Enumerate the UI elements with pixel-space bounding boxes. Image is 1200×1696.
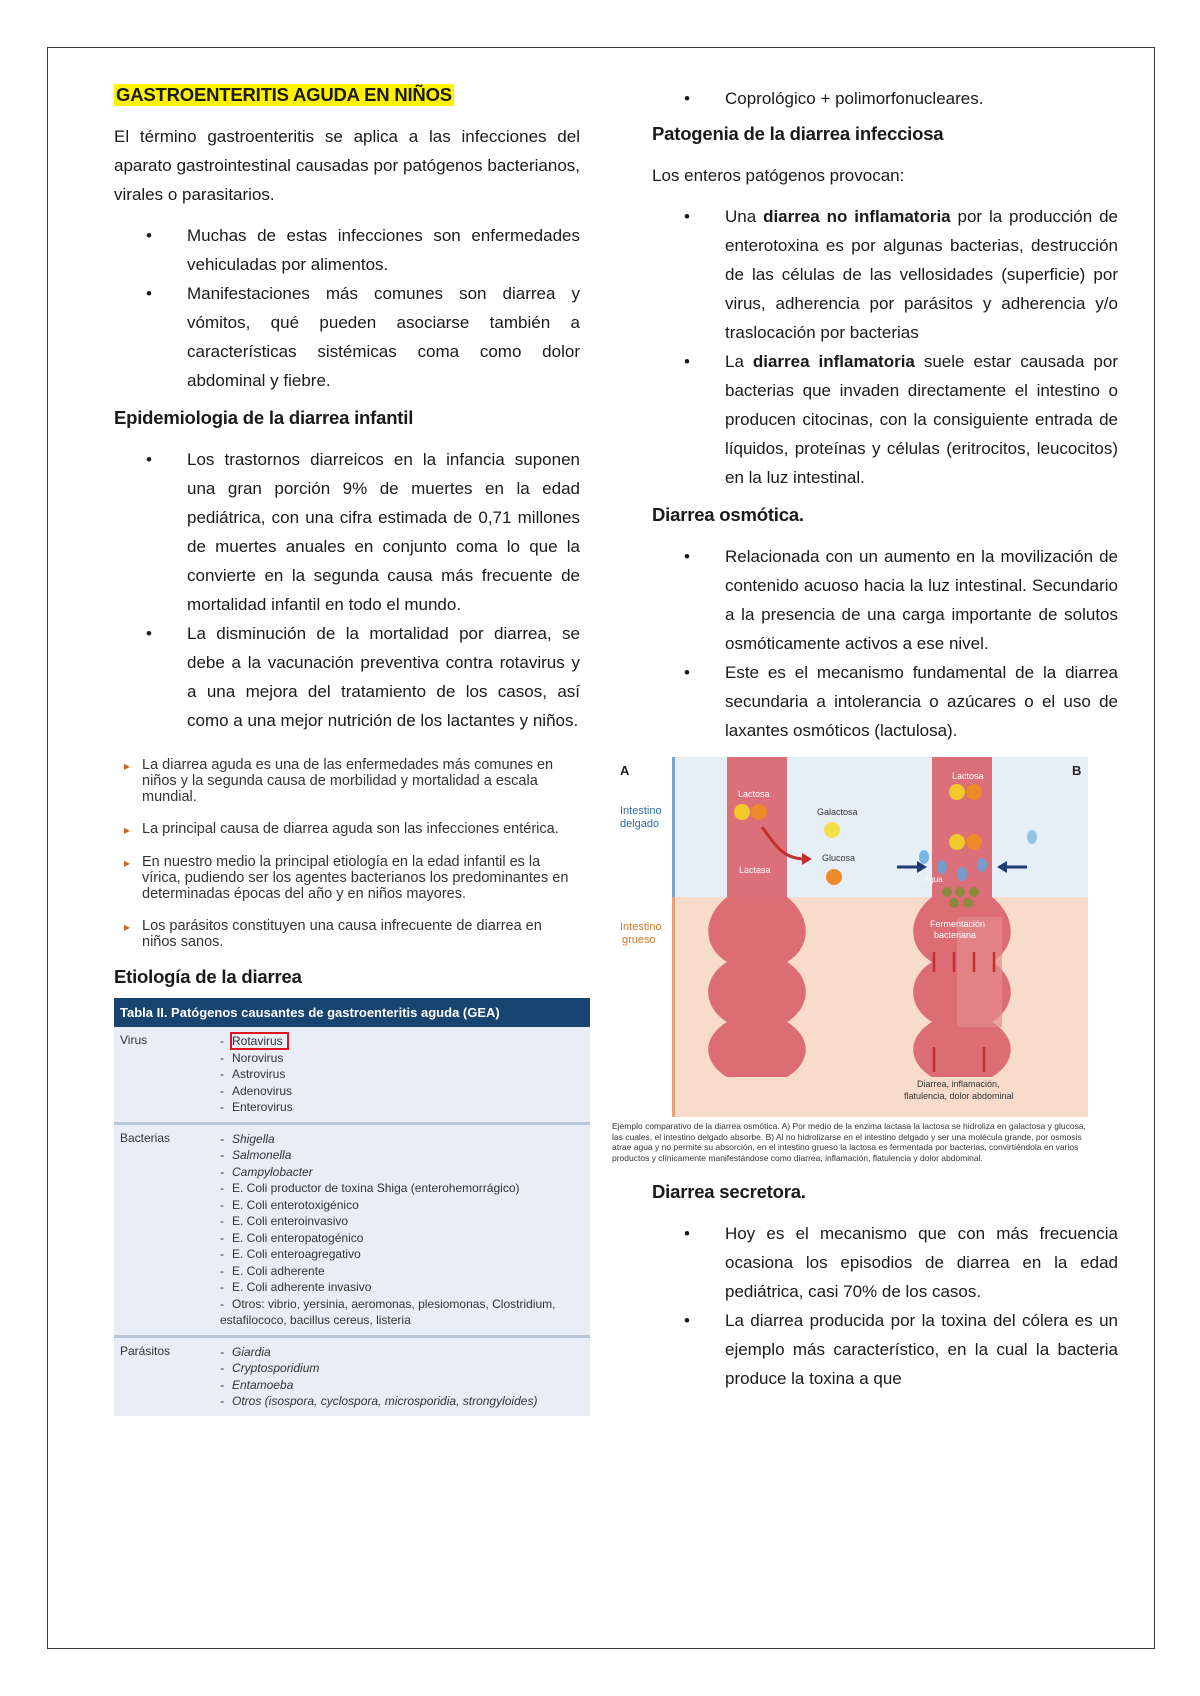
rotavirus-highlight: Rotavirus	[232, 1034, 287, 1048]
list-item: • Muchas de estas infecciones son enfermedades vehiculadas por alimentos.	[114, 221, 580, 279]
list-item: • Los trastornos diarreicos en la infancia suponen una gran porción 9% de muertes en la edad pediátrica, con una cifra estimada de 0,71 millones de muertes anuales en conjunto coma lo que la convierte en la segunda causa más frecuente de mortalidad infantil en todo el mundo.	[114, 445, 580, 619]
osmotic-bullets	[652, 542, 1118, 745]
table-row	[114, 1123, 590, 1336]
arrow-icon: ▸	[124, 759, 131, 773]
table-category: Bacterias	[114, 1123, 214, 1336]
table-items: - Rotavirus - Norovirus - Astrovirus - Adenovirus - Enterovirus	[214, 1027, 590, 1123]
pathogenesis-lead: Los enteros patógenos provocan:	[652, 166, 905, 185]
intro-paragraph: El término gastroenteritis se aplica a las infecciones del aparato gastrointestinal causadas por patógenos bacterianos, virales o parasitarios.	[114, 127, 580, 204]
right-column	[612, 84, 1118, 1405]
osmotic-diagram	[612, 757, 1088, 1117]
list-item: • La diarrea inflamatoria suele estar causada por bacterias que invaden directamente el intestino o producen citocinas, con la consiguiente entrada de líquidos, proteínas y células (eritrocitos, leucocitos) en la luz intestinal.	[652, 347, 1118, 492]
list-item: • Hoy es el mecanismo que con más frecuencia ocasiona los episodios de diarrea en la edad pediátrica, casi 70% de los casos.	[652, 1219, 1118, 1306]
table-title: Tabla II. Patógenos causantes de gastroenteritis aguda (GEA)	[114, 998, 590, 1027]
svg-text:Glucosa: Glucosa	[822, 853, 856, 863]
svg-text:Agua: Agua	[924, 875, 943, 884]
arrow-icon: ▸	[124, 856, 131, 870]
arrow-icon: ▸	[124, 823, 131, 837]
pathogenesis-bullets	[652, 202, 1118, 492]
svg-text:Fermentación: Fermentación	[930, 919, 986, 929]
galactose-molecule	[751, 804, 767, 820]
list-item: • Manifestaciones más comunes son diarrea y vómitos, qué pueden asociarse también a características sistémicas coma como dolor abdominal y fiebre.	[114, 279, 580, 395]
emphasis-text: diarrea no inflamatoria	[763, 207, 951, 226]
figure-caption: Ejemplo comparativo de la diarrea osmótica. A) Por medio de la enzima lactasa la lactosa se hidroliza en galactosa y glucosa, las cuales, el intestino delgado absorbe. B) Al no hidrolizarse en el intestino delgado y ser una molécula grande, por osmosis atrae agua y no permite su absorción, en el intestino grueso la lactosa es fermentada por bacterias, convirtiéndola en varios productos y clínicamente manifestándose como diarrea, inflamación, flatulencia y dolor abdominal.	[612, 1121, 1086, 1163]
svg-text:grueso: grueso	[622, 934, 656, 946]
osmotic-figure	[612, 757, 1088, 1117]
list-item: ▸ Los parásitos constituyen una causa infrecuente de diarrea en niños sanos.	[124, 918, 542, 950]
list-item: ▸ La diarrea aguda es una de las enfermedades más comunes en niños y la segunda causa de morbilidad y mortalidad a escala mundial.	[124, 757, 554, 805]
epidemiology-bullets	[114, 445, 580, 735]
glucose-molecule	[734, 804, 750, 820]
svg-text:B: B	[1072, 763, 1082, 778]
table-items: - Shigella - Salmonella - Campylobacter - E. Coli productor de toxina Shiga (enterohemorrágico) - E. Coli enterotoxigénico - E. Coli enteroinvasivo - E. Coli enteropatogénico - E. Coli enteroagregativo - E. Coli adherente - E. Coli adherente invasivo - Otros: vibrio, yersinia, aeromonas, plesiomonas, Clostridium, estafilococo, bacillus cereus, listeria	[214, 1123, 590, 1336]
emphasis-text: diarrea inflamatoria	[752, 352, 915, 371]
list-item: • Una diarrea no inflamatoria por la producción de enterotoxina es por algunas bacterias, destrucción de las células de las vellosidades (superficie) por virus, adherencia por parásitos y adherencia y/o traslocación por bacterias	[652, 202, 1118, 347]
intro-bullets	[114, 221, 580, 395]
etiology-heading: Etiología de la diarrea	[114, 966, 302, 987]
svg-text:Diarrea, inflamación,: Diarrea, inflamación,	[917, 1079, 1000, 1089]
svg-text:delgado: delgado	[620, 818, 660, 830]
list-item: ▸ En nuestro medio la principal etiología en la edad infantil es la vírica, pudiendo ser los agentes bacterianos los predominantes en determinadas épocas del año y en niños mayores.	[124, 854, 569, 902]
list-item: • Este es el mecanismo fundamental de la diarrea secundaria a intolerancia o azúcares o el uso de laxantes osmóticos (lactulosa).	[652, 658, 1118, 745]
table-category: Virus	[114, 1027, 214, 1123]
list-item: • Coprológico + polimorfonucleares.	[652, 84, 1118, 113]
list-item: • Relacionada con un aumento en la movilización de contenido acuoso hacia la luz intestinal. Secundario a la presencia de una carga importante de solutos osmóticamente activos a ese nivel.	[652, 542, 1118, 658]
epidemiology-heading: Epidemiologia de la diarrea infantil	[114, 407, 414, 428]
svg-text:Intestino: Intestino	[620, 805, 662, 817]
secretory-bullets	[652, 1219, 1118, 1393]
secretory-heading: Diarrea secretora.	[652, 1181, 806, 1202]
table-row	[114, 1336, 590, 1416]
list-item: • La disminución de la mortalidad por diarrea, se debe a la vacunación preventiva contra rotavirus y a una mejora del tratamiento de los casos, así como a una mejor nutrición de los lactantes y niños.	[114, 619, 580, 735]
svg-text:Galactosa: Galactosa	[817, 807, 858, 817]
svg-text:flatulencia, dolor abdominal: flatulencia, dolor abdominal	[904, 1091, 1014, 1101]
coprologico-bullet	[652, 84, 1118, 113]
table-category: Parásitos	[120, 1343, 171, 1358]
svg-text:Lactasa: Lactasa	[739, 865, 771, 875]
pathogenesis-heading: Patogenia de la diarrea infecciosa	[652, 123, 944, 144]
pathogen-table	[114, 998, 590, 1416]
table-row	[114, 1027, 590, 1123]
summary-list	[114, 757, 580, 950]
svg-text:bacteriana: bacteriana	[934, 930, 977, 940]
document-title: GASTROENTERITIS AGUDA EN NIÑOS	[116, 84, 452, 105]
arrow-icon: ▸	[124, 920, 131, 934]
svg-text:Lactosa: Lactosa	[952, 771, 984, 781]
svg-text:A: A	[620, 763, 630, 778]
table-items: - Giardia - Cryptosporidium - Entamoeba - Otros (isospora, cyclospora, microsporidia, strongyloides)	[220, 1344, 538, 1408]
svg-text:Intestino: Intestino	[620, 921, 662, 933]
osmotic-heading: Diarrea osmótica.	[652, 504, 804, 525]
svg-text:Lactosa: Lactosa	[738, 789, 770, 799]
list-item: • La diarrea producida por la toxina del cólera es un ejemplo más característico, en la cual la bacteria produce la toxina a que	[652, 1306, 1118, 1393]
list-item: ▸ La principal causa de diarrea aguda son las infecciones entérica.	[124, 821, 559, 837]
left-column	[114, 84, 580, 1416]
